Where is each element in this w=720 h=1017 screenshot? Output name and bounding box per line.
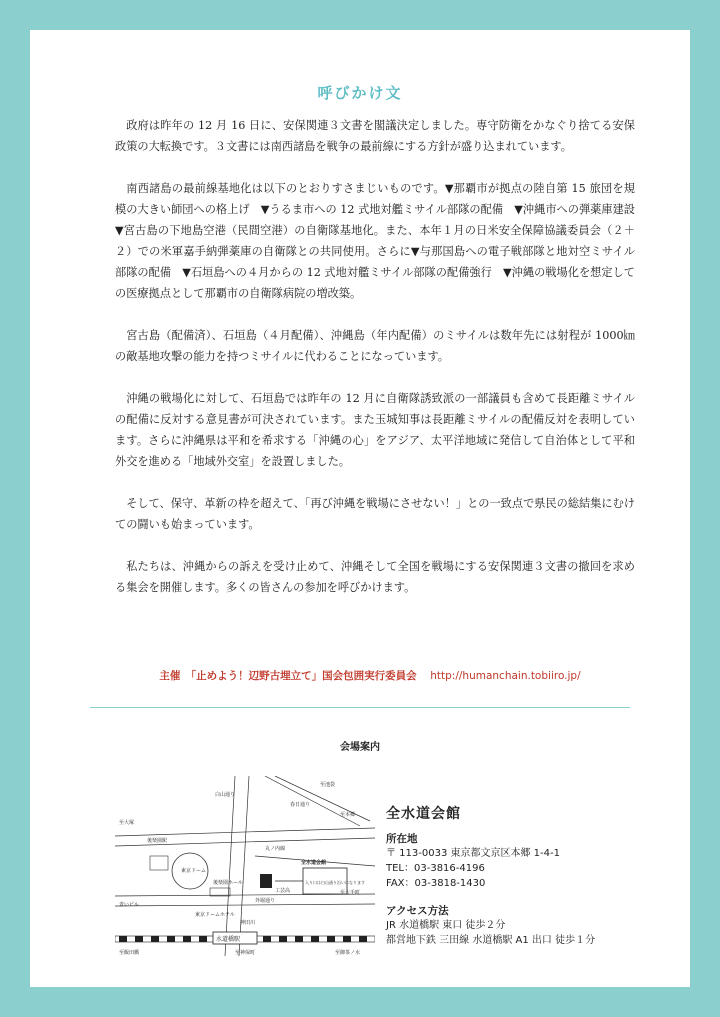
tel-text: TEL：03-3816-4196 <box>386 863 485 874</box>
map-label: 至本郷 <box>340 812 356 818</box>
map-label: 水道橋駅 <box>216 936 241 943</box>
map-label: 後楽園駅 <box>147 838 168 844</box>
map-label: 東京ドームホテル <box>195 912 235 918</box>
access-subway: 都営地下鉄 三田線 水道橋駅 A1 出口 徒歩１分 <box>386 935 596 946</box>
appeal-body <box>115 115 647 619</box>
paragraph: 宮古島（配備済）、石垣島（４月配備）、沖縄島（年内配備）のミサイルは数年先には射程が 1000㎞の敵基地攻撃の能力を持つミサイルに代わることになっています。 <box>115 329 635 363</box>
map-label: 至御茶ノ水 <box>335 950 361 956</box>
address-label: 所在地 <box>386 833 418 845</box>
sponsor-text: 主催 「止めよう！辺野古埋立て」国会包囲実行委員会 <box>159 670 417 682</box>
paragraph: 沖縄の戦場化に対して、石垣島では昨年の 12 月に自衛隊誘致派の一部議員も含めて長距離ミサイルの配備に反対する意見書が可決されています。また玉城知事は長距離ミサイルの配備反対を表明しています。さらに沖縄県は平和を希求する「沖縄の心」をアジア、太平洋地域に発信して自治体として平和外交を進める「地域外交室」を設置しました。 <box>115 392 635 468</box>
paragraph: 私たちは、沖縄からの訴えを受け止めて、沖縄そして全国を戦場にする安保関連３文書の撤回を求める集会を開催します。多くの皆さんの参加を呼びかけます。 <box>115 560 635 594</box>
map-label: 至池袋 <box>320 782 336 788</box>
map-label: 東京ドーム <box>181 868 207 874</box>
map-label: 至飯田橋 <box>119 950 140 956</box>
map-label: 工芸高 <box>275 888 291 894</box>
document-page <box>30 30 690 987</box>
map-label: 丸ノ内線 <box>265 846 286 852</box>
map-label: 神田川 <box>240 920 256 926</box>
venue-hall-name: 全水道会館 <box>386 806 461 822</box>
address-text: 〒 113-0033 東京都文京区本郷 1-4-1 <box>386 848 560 859</box>
map-label: 至神保町 <box>235 950 256 956</box>
sponsor-url-link[interactable]: http://humanchain.tobiiro.jp/ <box>430 670 581 682</box>
access-label: アクセス方法 <box>386 905 449 917</box>
map-label: 全水道会館 <box>301 860 327 866</box>
map-building <box>260 874 272 888</box>
paragraph: 政府は昨年の 12 月 16 日に、安保関連３文書を閣議決定しました。専守防衛をかなぐり捨てる安保政策の大転換です。３文書には南西諸島を戦争の最前線にする方針が盛り込まれています。 <box>115 119 635 153</box>
access-jr: JR 水道橋駅 東口 徒歩２分 <box>386 920 506 931</box>
map-label: 至大塚 <box>119 820 135 826</box>
map-label: 至大手町 <box>340 890 361 896</box>
venue-heading: 会場案内 <box>340 742 380 753</box>
map-label: 青いビル <box>119 902 140 908</box>
map-label: 外堀通り <box>255 898 276 904</box>
map-label: 春日通り <box>290 802 311 808</box>
venue-map <box>115 776 375 956</box>
map-label: 後楽園ホール <box>213 880 243 886</box>
paragraph: そして、保守、革新の枠を超えて、「再び沖縄を戦場にさせない！」との一致点で県民の総結集にむけての闘いも始まっています。 <box>115 497 635 531</box>
venue-info <box>386 803 666 948</box>
fax-text: FAX：03-3818-1430 <box>386 878 486 889</box>
page-title: 呼びかけ文 <box>317 84 403 102</box>
map-label: 入り口は白山通り沿いになります <box>305 880 365 885</box>
map-label: 白山通り <box>215 792 236 798</box>
sponsor-line <box>90 668 650 683</box>
section-divider <box>90 707 630 708</box>
paragraph: 南西諸島の最前線基地化は以下のとおりすさまじいものです。▼那覇市が拠点の陸自第 15 旅団を規模の大きい師団への格上げ ▼うるま市への 12 式地対艦ミサイル部隊の配備 ▼沖縄市への弾薬庫建設 ▼宮古島の下地島空港（民間空港）の自衛隊基地化。また、本年１月の日米安全保障協議委員会（２＋２）での米軍嘉手納弾薬庫の自衛隊との共同使用。さらに▼与那国島への電子戦部隊と地対空ミサイル部隊の配備 ▼石垣島への４月からの 12 式地対艦ミサイル部隊の配備強行 ▼沖縄の戦場化を想定しての医療拠点として那覇市の自衛隊病院の増改築。 <box>115 182 647 300</box>
